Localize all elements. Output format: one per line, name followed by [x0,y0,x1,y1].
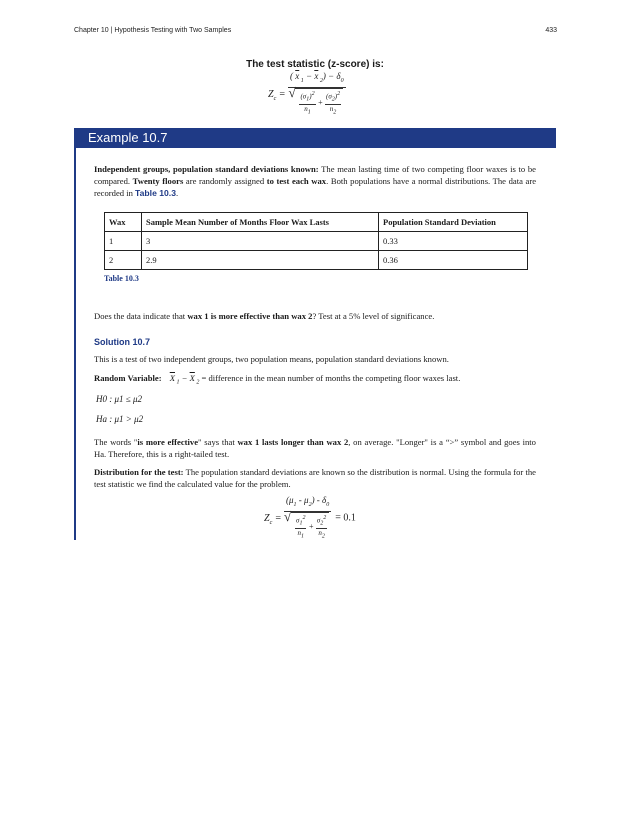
rv-expression: $\overline{X}$ $_1 - \overline{X}$ $_2$ [169,373,200,386]
solution-line1: This is a test of two independent groups, two population means, population standard deviations known. [94,354,449,364]
words-explanation: The words "is more effective" says that wax 1 lasts longer than wax 2, on average. "Longer" is a “>” symbol and goes into Ha. Therefore, this is a right-tailed test. [94,437,536,459]
test-statistic-heading: The test statistic (z-score) is: [246,59,384,70]
result-value: = 0.1 [335,512,356,524]
running-header-chapter: Chapter 10 | Hypothesis Testing with Two Samples [74,27,232,34]
example-side-rule [74,148,76,540]
example-title: Example 10.7 [88,130,168,145]
example-question: Does the data indicate that wax 1 is more effective than wax 2? Test at a 5% level of significance. [94,311,435,321]
null-hypothesis: H0 : μ1 ≤ μ2 [96,394,142,404]
table-row: 2 2.9 0.36 [105,251,528,270]
table-caption: Table 10.3 [104,274,139,283]
example-intro: Independent groups, population standard deviations known: The mean lasting time of two competing floor waxes is to be compared. Twenty floors are randomly assigned to test each wax. Both populations have a normal distributions. The data are recorded in Table 10.3. [94,164,537,198]
table-header-row: Wax Sample Mean Number of Months Floor Wax Lasts Population Standard Deviation [105,213,528,232]
solution-title: Solution 10.7 [94,337,151,347]
wax-data-table [104,212,528,270]
table-row: 1 3 0.33 [105,232,528,251]
table-reference-link[interactable]: Table 10.3 [135,188,176,198]
alternative-hypothesis: Ha : μ1 > μ2 [96,414,144,424]
z-score-formula: $Z_c$ = ( $\overline{x}$ $_1 - \overline{x}$ $_2) - \delta_0$ √ $\frac{(\sigma 1)2}{n1}$ + $\frac{(\sigma 2)2}{n2}$ [268,70,346,116]
random-variable-line: Random Variable: $\overline{X}$ $_1 - \overline{X}$ $_2$ = difference in the mean number of months the competing floor waxes last. [94,373,461,386]
calculated-z-formula: $Z_c$ = $(\mu_1 - \mu_2) - \delta_0$ √ $\frac{\sigma 12}{n1}$ + $\frac{\sigma 22}{n2}$ = 0.1 [264,494,356,540]
page-number: 433 [545,27,557,34]
intro-lead: Independent groups, population standard deviations known: [94,164,319,174]
example-title-bar [74,128,556,148]
distribution-explanation: Distribution for the test: The population standard deviations are known so the distribution is normal. Using the formula for the test statistic we find the calculated value for the problem. [94,467,536,489]
